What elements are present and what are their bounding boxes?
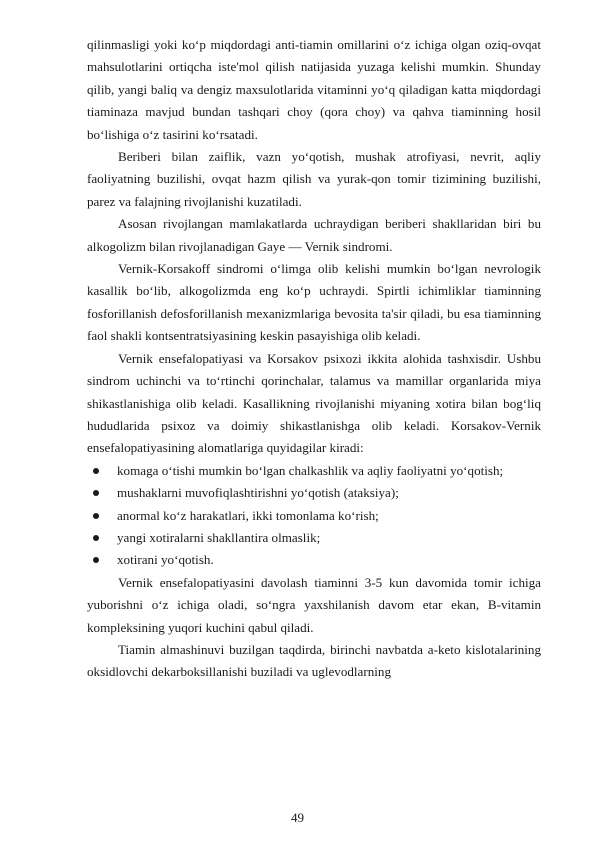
list-item: [87, 460, 541, 482]
paragraph: qilinmasligi yoki ko‘p miqdordagi anti-tiamin omillarini o‘z ichiga olgan oziq-ovqat mahsulotlarini ortiqcha iste'mol qilish natijasida yuzaga kelishi mumkin. Shunday qilib, yangi baliq va dengiz maxsulotlarida vitaminni yo‘q qiladigan katta miqdordagi tiaminaza mavjud bundan tashqari choy (qora choy) va qahva tiaminning hosil bo‘lishiga o‘z tasirini ko‘rsatadi.: [87, 37, 541, 142]
paragraph: Vernik-Korsakoff sindromi o‘limga olib kelishi mumkin bo‘lgan nevrologik kasallik bo‘lib, alkogolizmda eng ko‘p uchraydi. Spirtli ichimliklar tiaminning fosforillanish defosforillanish mexanizmlariga bevosita ta'sir qiladi, bu esa tiaminning faol shakli kontsentratsiyasining keskin pasayishiga olib keladi.: [87, 261, 541, 344]
page-number: 49: [290, 810, 305, 825]
paragraph: Tiamin almashinuvi buzilgan taqdirda, birinchi navbatda a-keto kislotalarining oksidlovchi dekarboksillanishi buziladi va uglevodlarning: [87, 641, 541, 680]
paragraph: Beriberi bilan zaiflik, vazn yo‘qotish, mushak atrofiyasi, nevrit, aqliy faoliyatning buzilishi, ovqat hazm qilish va yurak-qon tomir tizimining buzilishi, parez va falajning rivojlanishi kuzatiladi.: [87, 149, 541, 209]
list-item-text: yangi xotiralarni shakllantira olmaslik;: [117, 529, 321, 545]
list-item-text: xotirani yo‘qotish.: [117, 552, 214, 568]
list-item-text: mushaklarni muvofiqlashtirishni yo‘qotish (ataksiya);: [117, 485, 399, 501]
document-page: [87, 34, 541, 684]
symptom-list: [87, 460, 541, 572]
paragraph: Asosan rivojlangan mamlakatlarda uchraydigan beriberi shakllaridan biri bu alkogolizm bilan rivojlanadigan Gaye — Vernik sindromi.: [87, 216, 541, 254]
list-item: [87, 549, 541, 571]
list-item: [87, 527, 541, 549]
bullet-dot-icon: [93, 468, 99, 474]
bullet-dot-icon: [93, 557, 99, 563]
paragraph: Vernik ensefalopatiyasi va Korsakov psixozi ikkita alohida tashxisdir. Ushbu sindrom uchinchi va to‘rtinchi qorinchalar, talamus va mamillar organlarida miya shikastlanishiga olib keladi. Kasallikning rivojlanishi miyaning xotira bilan bog‘liq hududlarida psixoz va doimiy shikastlanishga olib keladi. Korsakov-Vernik ensefalopatiyasining alomatlariga quyidagilar kiradi:: [87, 350, 541, 456]
list-item-text: komaga o‘tishi mumkin bo‘lgan chalkashlik va aqliy faoliyatni yo‘qotish;: [117, 462, 504, 478]
list-item: [87, 505, 541, 527]
bullet-dot-icon: [93, 490, 99, 496]
list-item: [87, 482, 541, 504]
paragraph: Vernik ensefalopatiyasini davolash tiaminni 3-5 kun davomida tomir ichiga yuborishni o‘z ichiga oladi, so‘ngra yaxshilanish davom etar ekan, B-vitamin kompleksining yuqori kuchini qabul qiladi.: [87, 574, 541, 635]
bullet-dot-icon: [93, 513, 99, 519]
list-item-text: anormal ko‘z harakatlari, ikki tomonlama ko‘rish;: [117, 507, 379, 523]
bullet-dot-icon: [93, 535, 99, 541]
